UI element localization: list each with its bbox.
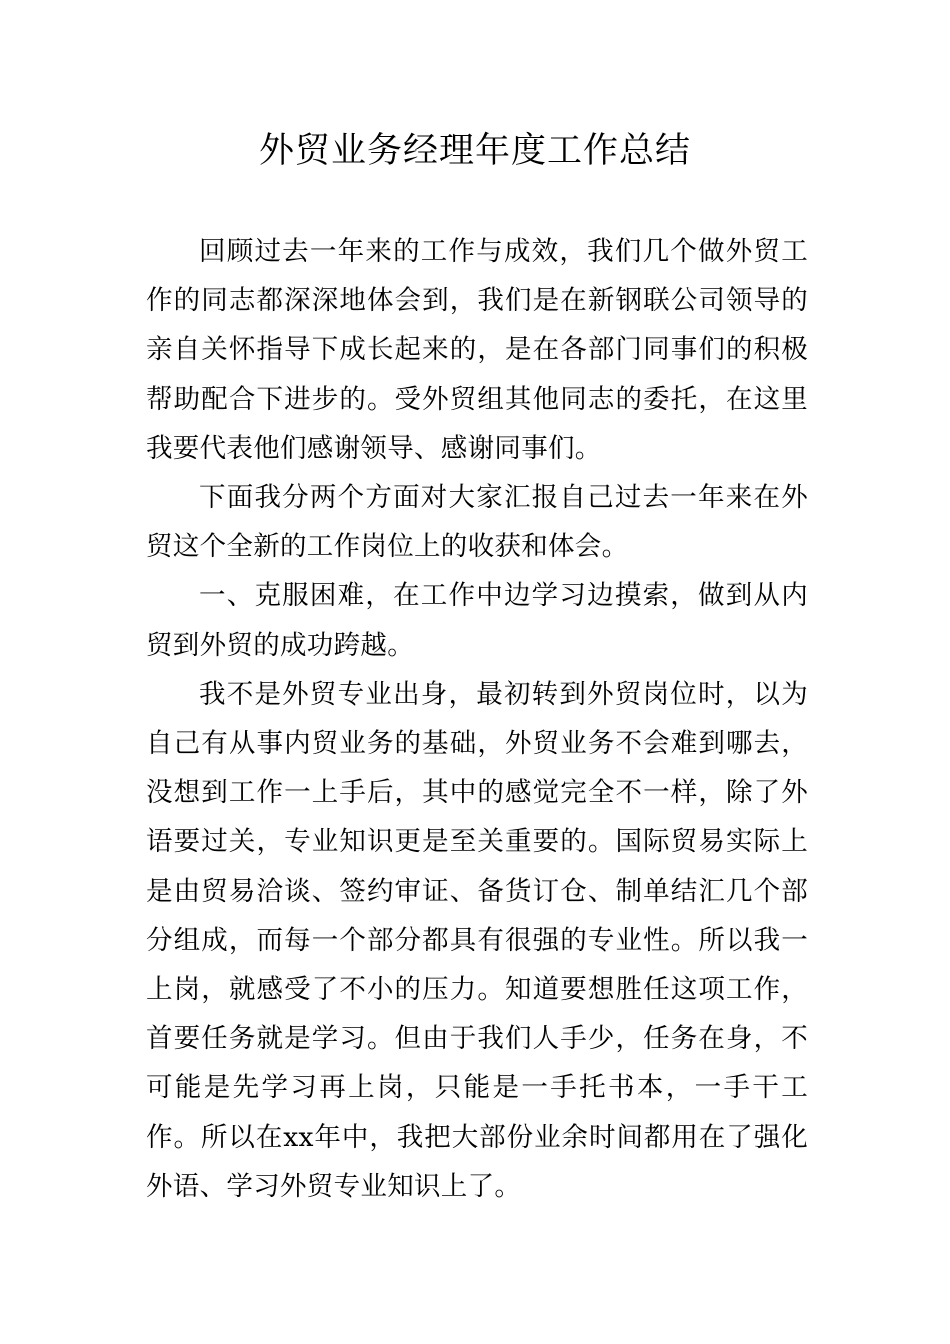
paragraph-section-heading: 一、克服困难，在工作中边学习边摸索，做到从内贸到外贸的成功跨越。 bbox=[146, 580, 808, 661]
paragraph-overview: 下面我分两个方面对大家汇报自己过去一年来在外贸这个全新的工作岗位上的收获和体会。 bbox=[146, 482, 808, 563]
paragraph-section-body: 我不是外贸专业出身，最初转到外贸岗位时，以为自己有从事内贸业务的基础，外贸业务不会难到哪去，没想到工作一上手后，其中的感觉完全不一样，除了外语要过关，专业知识更是至关重要的。国际贸易实际上是由贸易洽谈、签约审证、备货订仓、制单结汇几个部分组成，而每一个部分都具有很强的专业性。所以我一上岗，就感受了不小的压力。知道要想胜任这项工作，首要任务就是学习。但由于我们人手少，任务在身，不可能是先学习再上岗，只能是一手托书本，一手干工作。所以在xx年中，我把大部份业余时间都用在了强化外语、学习外贸专业知识上了。 bbox=[146, 678, 808, 1202]
paragraph-intro: 回顾过去一年来的工作与成效，我们几个做外贸工作的同志都深深地体会到，我们是在新钢联公司领导的亲自关怀指导下成长起来的，是在各部门同事们的积极帮助配合下进步的。受外贸组其他同志的委托，在这里我要代表他们感谢领导、感谢同事们。 bbox=[146, 236, 808, 464]
document-body bbox=[146, 227, 808, 1211]
document-title: 外贸业务经理年度工作总结 bbox=[258, 131, 691, 171]
